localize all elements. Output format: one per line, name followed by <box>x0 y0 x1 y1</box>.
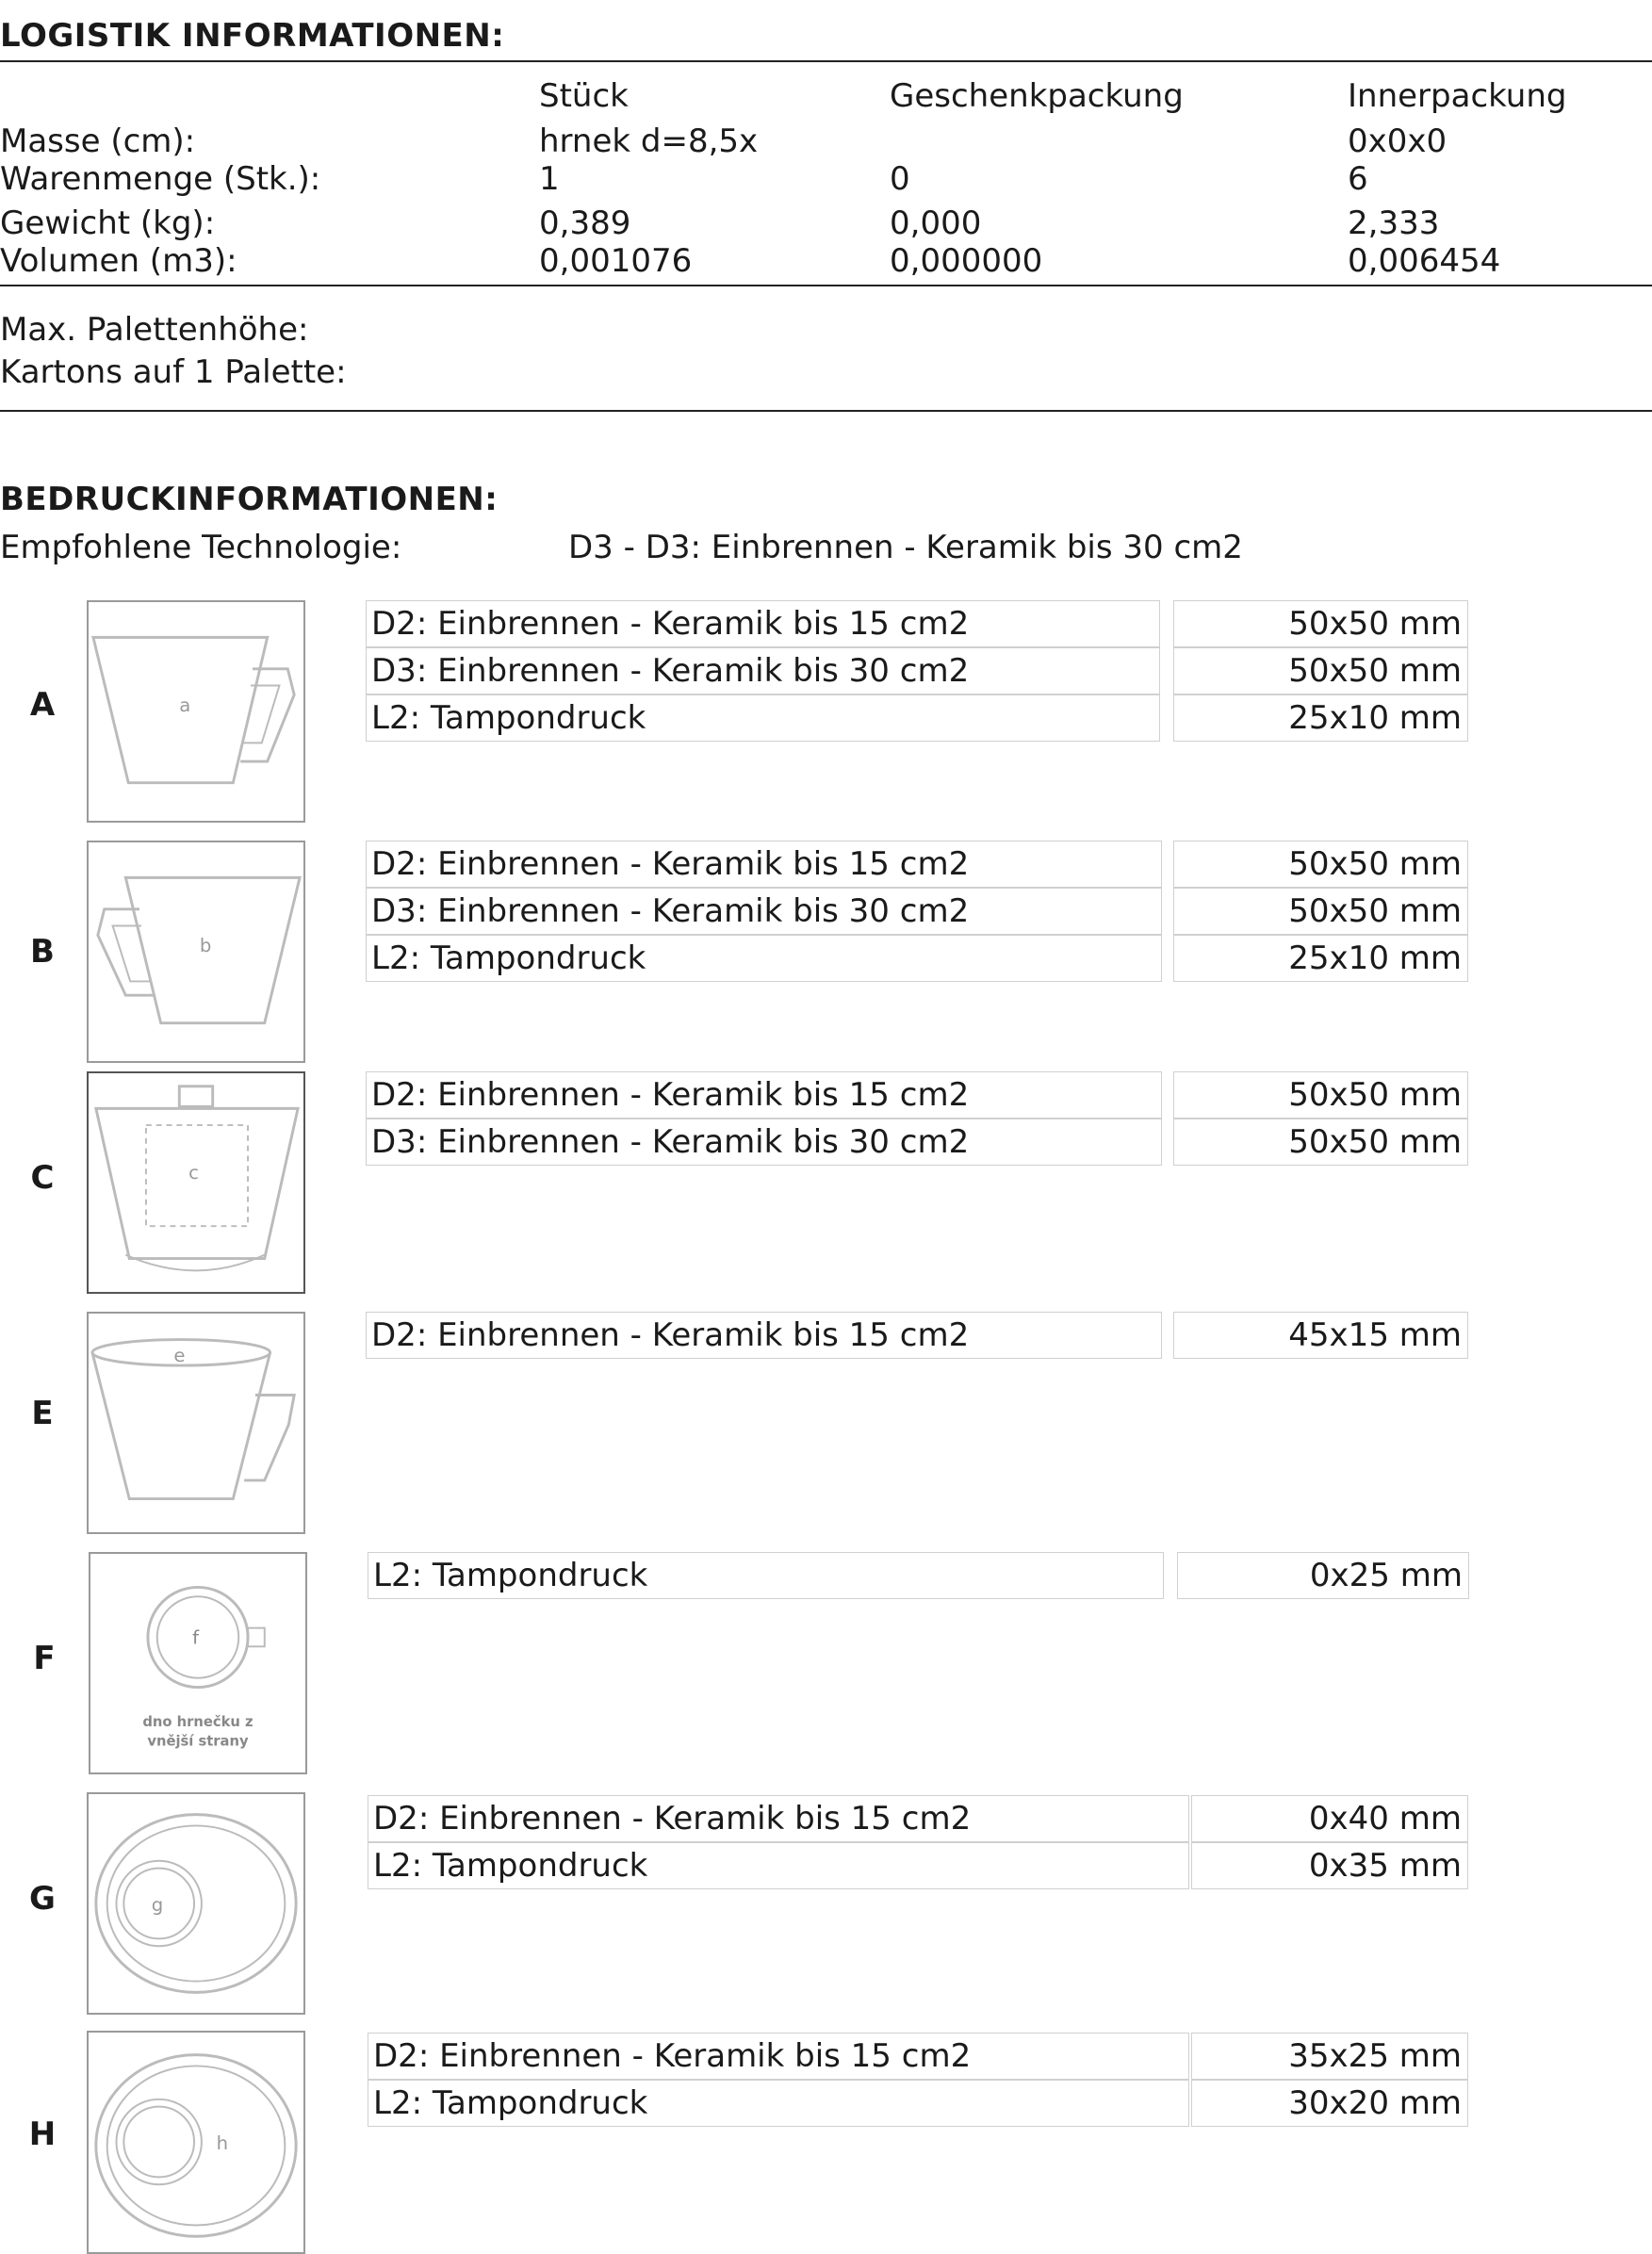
position-c-image <box>87 1071 305 1294</box>
print-tech-cell: D2: Einbrennen - Keramik bis 15 cm2 <box>366 841 1162 888</box>
print-tech-cell: L2: Tampondruck <box>368 1842 1189 1889</box>
cup-side-icon <box>89 842 303 1061</box>
row-label-warenmenge: Warenmenge (Stk.): <box>0 160 321 198</box>
warenmenge-geschenk: 0 <box>890 160 910 198</box>
bedruck-title: BEDRUCKINFORMATIONEN: <box>0 481 499 518</box>
print-tech-cell: L2: Tampondruck <box>368 1552 1164 1599</box>
col-header-stueck: Stück <box>539 77 629 115</box>
warenmenge-stueck: 1 <box>539 160 560 198</box>
pallet-height-label: Max. Palettenhöhe: <box>0 311 309 349</box>
print-size-cell: 35x25 mm <box>1191 2033 1468 2080</box>
cup-rim-icon <box>89 1314 303 1532</box>
print-size-cell: 50x50 mm <box>1173 841 1468 888</box>
position-letter: H <box>28 2115 57 2153</box>
row-label-volumen: Volumen (m3): <box>0 242 237 280</box>
gewicht-geschenk: 0,000 <box>890 204 982 242</box>
position-letter: C <box>30 1159 55 1197</box>
saucer-icon <box>89 1794 303 2013</box>
position-a-image <box>87 600 305 823</box>
print-tech-cell: D2: Einbrennen - Keramik bis 15 cm2 <box>368 2033 1189 2080</box>
position-h-image <box>87 2031 305 2254</box>
position-letter: G <box>29 1880 56 1918</box>
cup-bottom-icon <box>90 1554 305 1772</box>
recommended-label: Empfohlene Technologie: <box>0 529 402 566</box>
svg-text:vnější strany: vnější strany <box>147 1733 249 1750</box>
print-tech-cell: D3: Einbrennen - Keramik bis 30 cm2 <box>366 888 1162 935</box>
position-e-image <box>87 1312 305 1534</box>
cartons-label: Kartons auf 1 Palette: <box>0 353 347 391</box>
svg-text:e: e <box>173 1345 186 1367</box>
print-tech-cell: D2: Einbrennen - Keramik bis 15 cm2 <box>366 1312 1162 1359</box>
print-tech-cell: D2: Einbrennen - Keramik bis 15 cm2 <box>366 600 1160 647</box>
svg-text:dno hrnečku z: dno hrnečku z <box>142 1713 254 1730</box>
print-tech-cell: D2: Einbrennen - Keramik bis 15 cm2 <box>366 1071 1162 1119</box>
volumen-stueck: 0,001076 <box>539 242 693 280</box>
print-size-cell: 30x20 mm <box>1191 2080 1468 2127</box>
print-size-cell: 0x35 mm <box>1191 1842 1468 1889</box>
divider <box>0 285 1652 286</box>
masse-stueck: hrnek d=8,5x <box>539 122 759 160</box>
print-size-cell: 50x50 mm <box>1173 888 1468 935</box>
print-size-cell: 45x15 mm <box>1173 1312 1468 1359</box>
position-g-image <box>87 1792 305 2015</box>
print-tech-cell: D3: Einbrennen - Keramik bis 30 cm2 <box>366 647 1160 694</box>
divider <box>0 60 1652 62</box>
print-tech-cell: L2: Tampondruck <box>366 694 1160 742</box>
svg-text:c: c <box>188 1162 199 1184</box>
position-b-image <box>87 841 305 1063</box>
position-letter: B <box>30 933 55 971</box>
print-size-cell: 25x10 mm <box>1173 935 1468 982</box>
print-size-cell: 0x25 mm <box>1177 1552 1469 1599</box>
gewicht-stueck: 0,389 <box>539 204 631 242</box>
svg-text:b: b <box>199 935 212 956</box>
divider <box>0 410 1652 412</box>
svg-text:h: h <box>216 2132 229 2154</box>
position-letter: A <box>29 686 56 724</box>
recommended-value: D3 - D3: Einbrennen - Keramik bis 30 cm2 <box>568 529 1243 566</box>
print-tech-cell: L2: Tampondruck <box>366 935 1162 982</box>
svg-text:f: f <box>192 1626 200 1649</box>
masse-inner: 0x0x0 <box>1348 122 1448 160</box>
print-size-cell: 50x50 mm <box>1173 1119 1468 1166</box>
print-size-cell: 50x50 mm <box>1173 647 1468 694</box>
volumen-inner: 0,006454 <box>1348 242 1501 280</box>
logistik-title: LOGISTIK INFORMATIONEN: <box>0 17 505 55</box>
row-label-gewicht: Gewicht (kg): <box>0 204 216 242</box>
print-tech-cell: D3: Einbrennen - Keramik bis 30 cm2 <box>366 1119 1162 1166</box>
row-label-masse: Masse (cm): <box>0 122 196 160</box>
cup-wrap-icon <box>89 1073 303 1292</box>
position-f-image <box>89 1552 307 1774</box>
warenmenge-inner: 6 <box>1348 160 1368 198</box>
print-size-cell: 0x40 mm <box>1191 1795 1468 1842</box>
svg-text:a: a <box>179 694 191 716</box>
saucer-icon <box>89 2033 303 2252</box>
print-size-cell: 50x50 mm <box>1173 600 1468 647</box>
position-letter: E <box>31 1395 54 1432</box>
print-tech-cell: L2: Tampondruck <box>368 2080 1189 2127</box>
position-letter: F <box>33 1640 56 1677</box>
print-tech-cell: D2: Einbrennen - Keramik bis 15 cm2 <box>368 1795 1189 1842</box>
volumen-geschenk: 0,000000 <box>890 242 1043 280</box>
col-header-geschenkpackung: Geschenkpackung <box>890 77 1184 115</box>
col-header-innerpackung: Innerpackung <box>1348 77 1567 115</box>
print-size-cell: 50x50 mm <box>1173 1071 1468 1119</box>
cup-side-icon <box>89 602 303 821</box>
svg-text:g: g <box>151 1893 164 1916</box>
print-size-cell: 25x10 mm <box>1173 694 1468 742</box>
gewicht-inner: 2,333 <box>1348 204 1440 242</box>
